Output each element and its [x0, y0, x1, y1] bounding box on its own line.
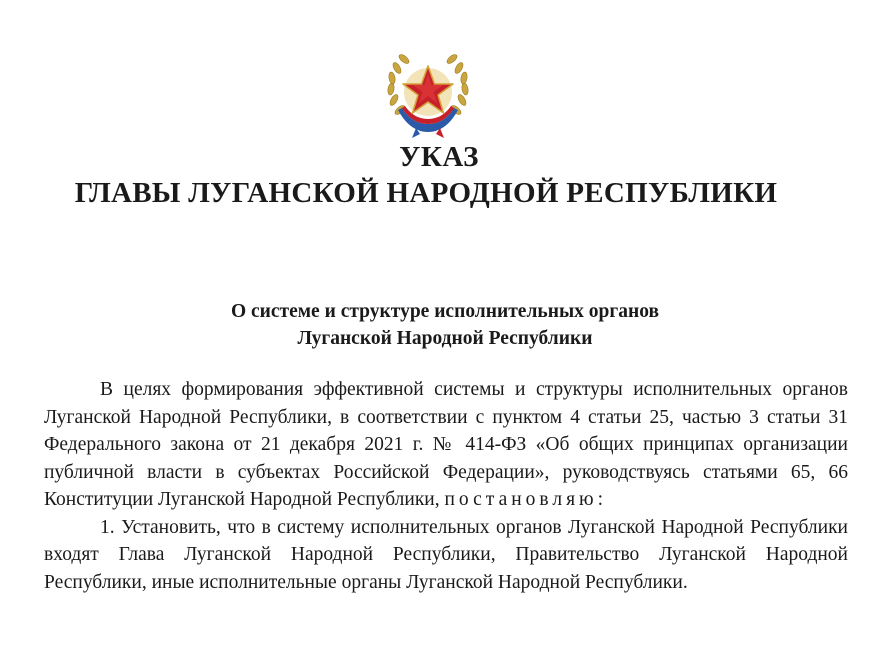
- document-title: УКАЗ: [399, 141, 479, 173]
- preamble-paragraph: [44, 376, 848, 514]
- subject-line-2: Луганской Народной Республики: [297, 328, 593, 349]
- item-1-paragraph: 1. Установить, что в систему исполнительных органов Луганской Народной Республики входят Глава Луганской Народной Республики, Правительство Луганской Народной Республики, иные исполнительные органы Луганской Народной Республики.: [44, 516, 848, 593]
- coat-of-arms-icon: [380, 44, 476, 140]
- document-issuer: ГЛАВЫ ЛУГАНСКОЙ НАРОДНОЙ РЕСПУБЛИКИ: [74, 177, 778, 209]
- document-subject: [0, 298, 878, 352]
- decree-word: постановляю:: [444, 489, 608, 510]
- document-body: [44, 376, 848, 596]
- subject-line-1: О системе и структуре исполнительных органов: [230, 301, 660, 322]
- preamble-text: В целях формирования эффективной системы и структуры исполнительных органов Луганской Народной Республики, в соответствии с пунктом 4 статьи 25, частью 3 статьи 31 Федерального закона от 21 декабря 2021 г. № 414-ФЗ «Об общих принципах организации публичной власти в субъектах Российской Федерации», руководствуясь статьями 65, 66 Конституции Луганской Народной Республики,: [44, 379, 848, 510]
